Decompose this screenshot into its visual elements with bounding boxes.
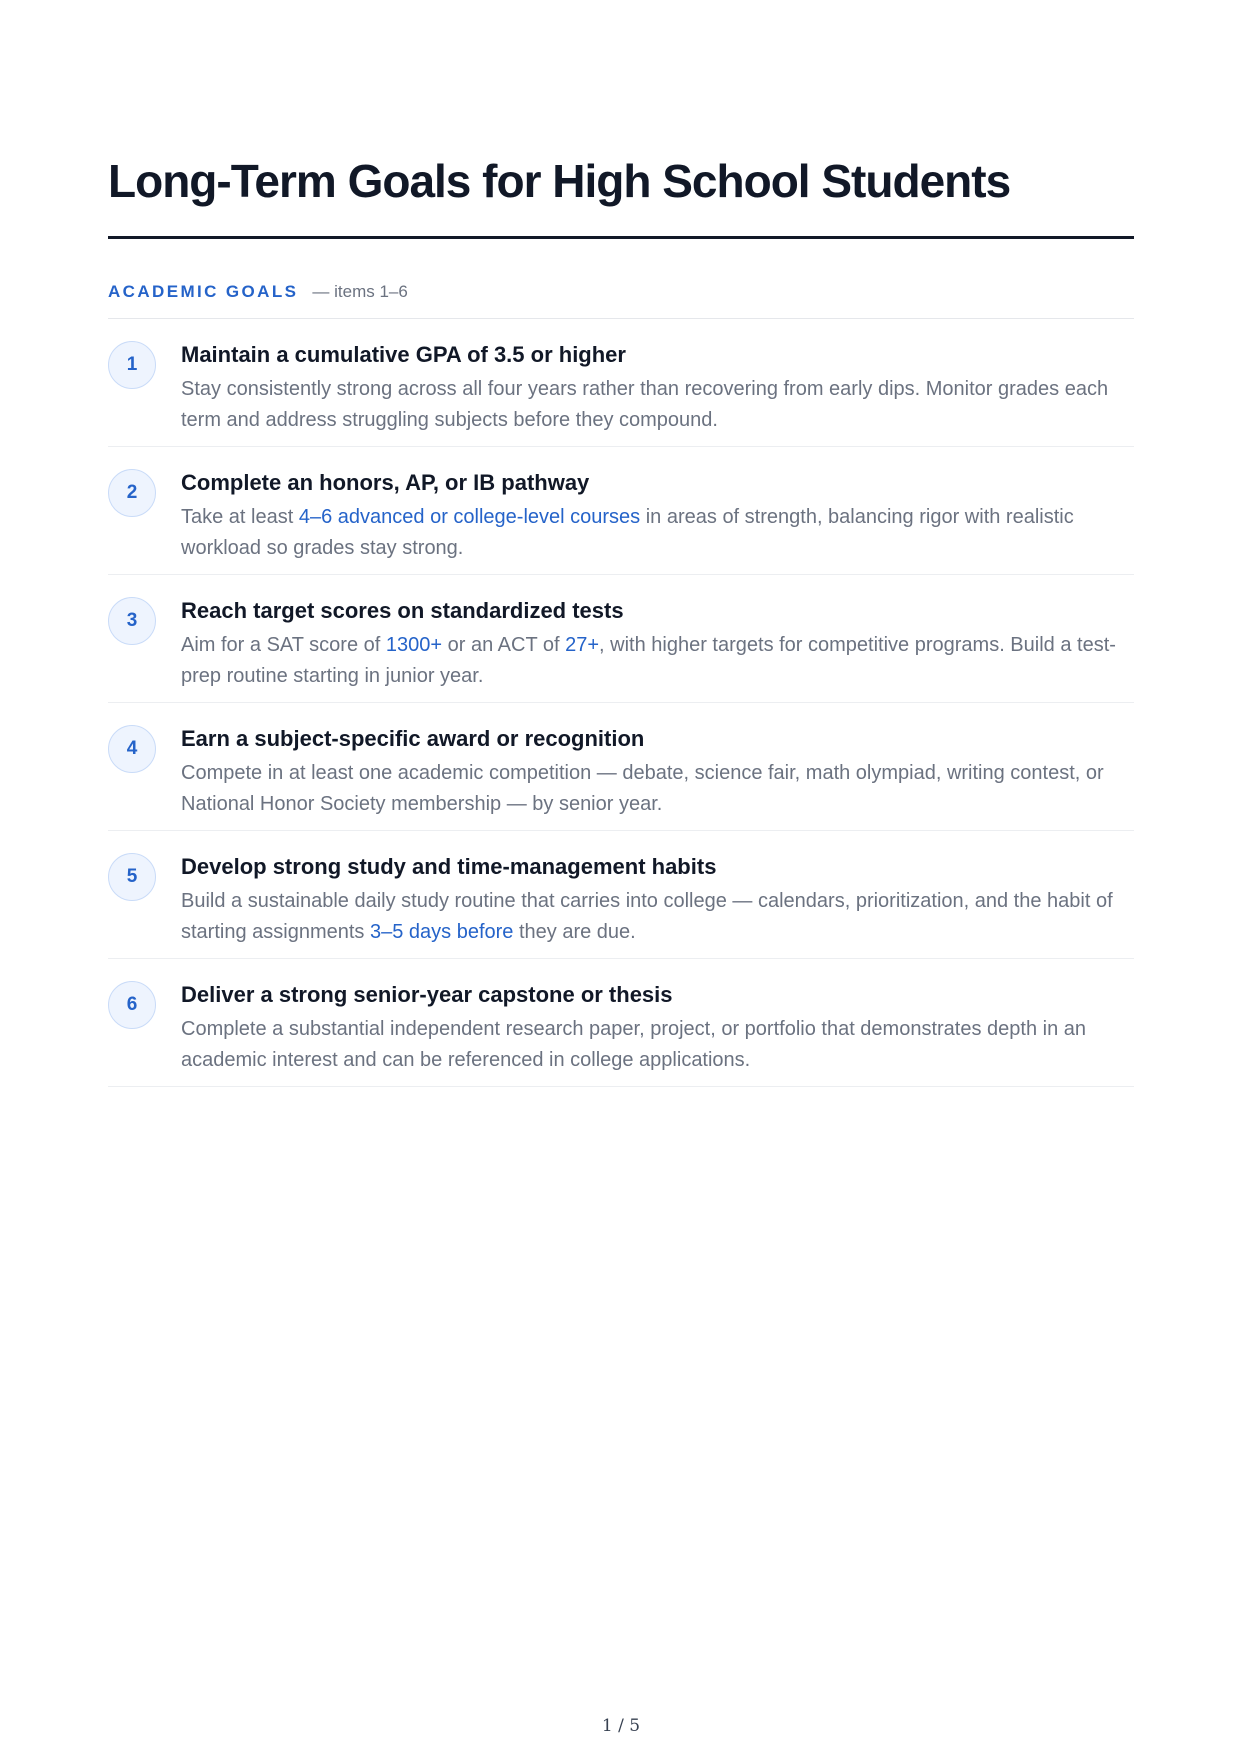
description-text: Take at least xyxy=(181,506,299,528)
goal-item xyxy=(108,703,1134,831)
highlighted-text: 3–5 days before xyxy=(369,921,514,943)
section-title: ACADEMIC GOALS xyxy=(108,282,299,301)
goal-description xyxy=(181,1014,1134,1076)
description-text: they are due. xyxy=(513,921,636,943)
goal-title: Develop strong study and time-management habits xyxy=(181,854,717,879)
page-number: 1 / 5 xyxy=(601,1716,641,1736)
description-text: Stay consistently strong across all four years rather than recovering from early dips. Monitor grades each term and address struggling subjects before they compound. xyxy=(181,378,1109,431)
goal-body xyxy=(181,468,1134,564)
highlighted-text: 4–6 advanced or college-level courses xyxy=(298,506,641,528)
highlighted-text: 27+ xyxy=(565,634,600,656)
goal-item xyxy=(108,831,1134,959)
goal-description xyxy=(181,630,1134,692)
goal-body xyxy=(181,980,1134,1076)
goal-item xyxy=(108,959,1134,1087)
goal-number-badge: 4 xyxy=(108,725,156,773)
goal-description xyxy=(181,374,1134,436)
description-text: Build a sustainable daily study routine that carries into college — calendars, prioritization, and the habit of starting assignments xyxy=(181,890,1113,943)
title-divider xyxy=(108,236,1134,239)
goal-number-badge: 1 xyxy=(108,341,156,389)
goal-title: Deliver a strong senior-year capstone or thesis xyxy=(181,982,673,1007)
goal-number-badge: 6 xyxy=(108,981,156,1029)
description-text: in areas of strength, balancing rigor with realistic workload so grades stay strong. xyxy=(181,506,1074,559)
goal-body xyxy=(181,724,1134,820)
goal-description xyxy=(181,758,1134,820)
description-text: or an ACT of xyxy=(442,634,566,656)
goal-description xyxy=(181,502,1134,564)
goal-list xyxy=(108,319,1134,1087)
goal-item xyxy=(108,575,1134,703)
goal-title: Maintain a cumulative GPA of 3.5 or higher xyxy=(181,342,626,367)
section-header xyxy=(108,282,1134,319)
goal-body xyxy=(181,340,1134,436)
goal-number-badge: 5 xyxy=(108,853,156,901)
goal-number-badge: 2 xyxy=(108,469,156,517)
goal-item xyxy=(108,319,1134,447)
goal-title: Reach target scores on standardized tests xyxy=(181,598,624,623)
description-text: , with higher targets for competitive programs. Build a test-prep routine starting in junior year. xyxy=(181,634,1116,687)
section-item-range: — items 1–6 xyxy=(312,282,408,301)
goal-item xyxy=(108,447,1134,575)
description-text: Compete in at least one academic competition — debate, science fair, math olympiad, writing contest, or National Honor Society membership — by senior year. xyxy=(181,762,1104,815)
goal-body xyxy=(181,852,1134,948)
goal-title: Complete an honors, AP, or IB pathway xyxy=(181,470,590,495)
description-text: Complete a substantial independent research paper, project, or portfolio that demonstrates depth in an academic interest and can be referenced in college applications. xyxy=(181,1018,1087,1071)
goal-body xyxy=(181,596,1134,692)
highlighted-text: 1300+ xyxy=(385,634,443,656)
description-text: Aim for a SAT score of xyxy=(181,634,386,656)
goal-number-badge: 3 xyxy=(108,597,156,645)
goal-description xyxy=(181,886,1134,948)
goal-title: Earn a subject-specific award or recognition xyxy=(181,726,645,751)
page-title: Long-Term Goals for High School Students xyxy=(108,155,1011,207)
